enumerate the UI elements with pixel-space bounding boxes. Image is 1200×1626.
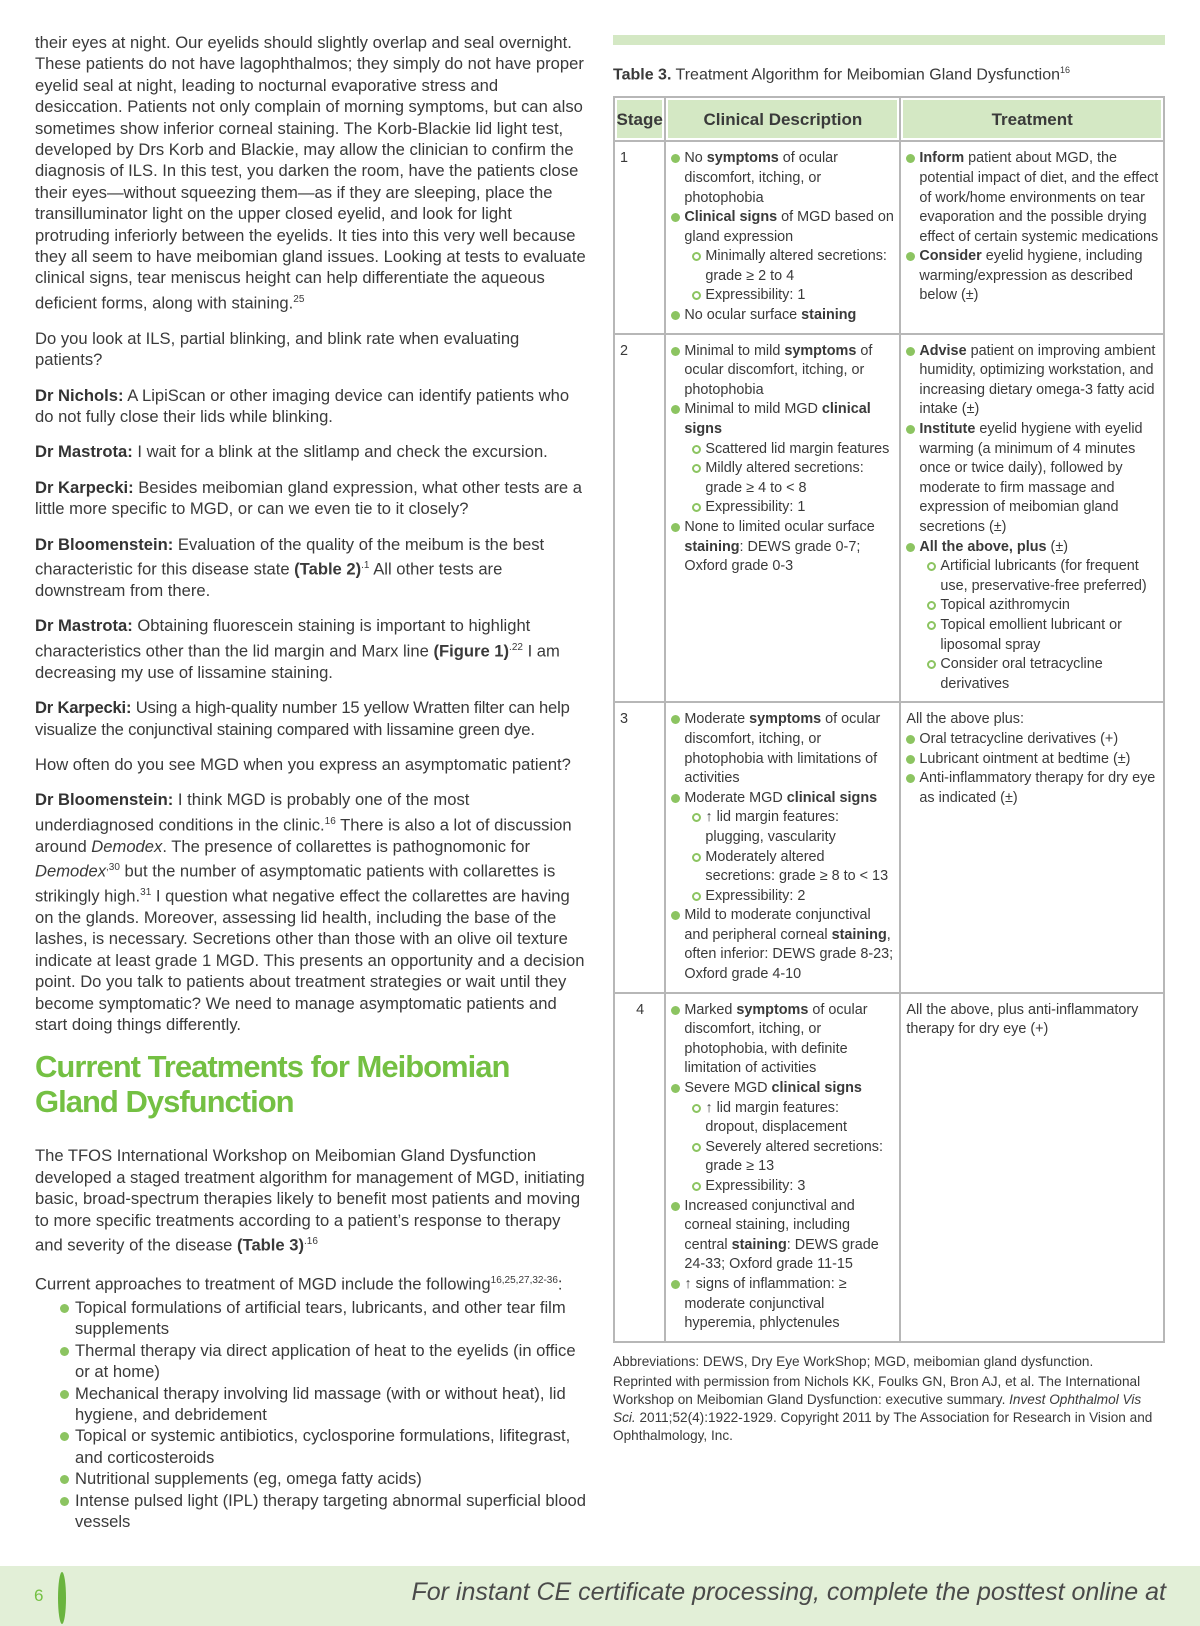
treatment-cell: Advise patient on improving ambient humidity, optimizing workstation, and increasing dietary omega-3 fatty acid intake (±) Institute eyelid hygiene with eyelid warming (a minimum of 4 minutes once or twice daily), followed by moderate to firm massage and expression of meibomian gland secretions (±) All the above, plus (±) Artificial lubricants (for frequent use, preservative-free preferred) Topical azithromycin Topical emollient lubricant or liposomal spray Consider oral tetracycline derivatives (900, 334, 1164, 703)
page-number: 6 (34, 1586, 44, 1605)
table-header-row (614, 97, 1164, 141)
list-item: Mechanical therapy involving lid massage (with or without heat), lid hygiene, and debridement (75, 1383, 590, 1426)
table-column (613, 35, 1165, 1447)
header-stage: Stage (614, 97, 665, 141)
article-column (35, 32, 590, 1532)
answer-bloomenstein: Dr Bloomenstein: I think MGD is probably one of the most underdiagnosed conditions in the clinic.$^{16}$ There is also a lot of discussion around Demodex. The presence of collarettes is pathognomonic for Demodex$^{,30}$ but the number of asymptomatic patients with collarettes is strikingly high.$^{31}$ I question what negative effect the collarettes are having on the glands. Moreover, assessing lid health, including the base of the lashes, is necessary. Secretions other than those with an olive oil texture indicate at least grade 1 MGD. This presents an opportunity and a decision point. Do you talk to patients about treatment strategies or wait until they become symptomatic? We need to manage asymptomatic patients and start doing things differently. (35, 790, 585, 1035)
description-cell: Moderate symptoms of ocular discomfort, itching, or photophobia with limitations of activities Moderate MGD clinical signs ↑ lid margin features: plugging, vascularity Moderately altered secretions: grade ≥ 8 to < 13 Expressibility: 2 Mild to moderate conjunctival and peripheral corneal staining, often inferior: DEWS grade 8-23; Oxford grade 4-10 (665, 702, 900, 992)
description-cell: Minimal to mild symptoms of ocular discomfort, itching, or photophobia Minimal to mild MGD clinical signs Scattered lid margin features Mildly altered secretions: grade ≥ 4 to < 8 Expressibility: 1 None to limited ocular surface staining: DEWS grade 0-7; Oxford grade 0-3 (665, 334, 900, 703)
list-item: Topical or systemic antibiotics, cyclosporine formulations, lifitegrast, and corticosteroids (75, 1425, 590, 1468)
leaf-icon (58, 1572, 66, 1624)
answer-mastrota: Dr Mastrota: Obtaining fluorescein staining is important to highlight characteristics other than the lid margin and Marx line (Figure 1)$^{.22}$ I am decreasing my use of lissamine staining. (35, 616, 560, 682)
table-row (614, 334, 1164, 703)
answer-nichols: Dr Nichols: A LipiScan or other imaging device can identify patients who do not fully close their lids while blinking. (35, 385, 570, 427)
question: Do you look at ILS, partial blinking, and blink rate when evaluating patients? (35, 328, 520, 370)
stage-cell: 2 (614, 334, 665, 703)
section-heading: Current Treatments for Meibomian Gland Dysfunction (35, 1049, 510, 1120)
header-clinical-description: Clinical Description (665, 97, 900, 141)
divider (613, 35, 1165, 45)
stage-cell: 4 (614, 993, 665, 1342)
list-item: Intense pulsed light (IPL) therapy targeting abnormal superficial blood vessels (75, 1490, 590, 1533)
paragraph: Current approaches to treatment of MGD include the following$^{16,25,27,32-36}$: (35, 1274, 563, 1294)
list-item: Nutritional supplements (eg, omega fatty acids) (75, 1468, 590, 1489)
answer-bloomenstein: Dr Bloomenstein: Evaluation of the quality of the meibum is the best characteristic for this disease state (Table 2)$^{.1}$ All other tests are downstream from there. (35, 534, 545, 600)
stage-cell: 3 (614, 702, 665, 992)
question: How often do you see MGD when you express an asymptomatic patient? (35, 754, 571, 774)
treatment-cell: All the above plus: Oral tetracycline derivatives (+) Lubricant ointment at bedtime (±) Anti-inflammatory therapy for dry eye as indicated (±) (900, 702, 1164, 992)
paragraph: their eyes at night. Our eyelids should slightly overlap and seal overnight. These patients do not have lagophthalmos; they simply do not have proper eyelid seal at night, leading to nocturnal evaporative stress and desiccation. Patients not only complain of morning symptoms, but can also sometimes show inferior corneal staining. The Korb-Blackie lid light test, developed by Drs Korb and Blackie, may allow the clinician to confirm the diagnosis of ILS. In this test, you darken the room, have the patients close their eyes—without squeezing them—as if they are sleeping, place the transilluminator light on the upper closed eyelid, and look for light protruding inferiorly between the eyelids. It ties into this very well because they all seem to have meibomian gland issues. Looking at tests to evaluate clinical signs, tear meniscus height can help differentiate the aqueous deficient forms, along with staining.$^{25}$ (35, 33, 586, 313)
list-item: Topical formulations of artificial tears, lubricants, and other tear film supplements (75, 1297, 590, 1340)
list-item: Thermal therapy via direct application of heat to the eyelids (in office or at home) (75, 1340, 590, 1383)
table-row (614, 702, 1164, 992)
table-row (614, 141, 1164, 333)
description-cell: Marked symptoms of ocular discomfort, itching, or photophobia, with definite limitation of activities Severe MGD clinical signs ↑ lid margin features: dropout, displacement Severely altered secretions: grade ≥ 13 Expressibility: 3 Increased conjunctival and corneal staining, including central staining: DEWS grade 24-33; Oxford grade 11-15 ↑ signs of inflammation: ≥ moderate conjunctival hyperemia, phlyctenules (665, 993, 900, 1342)
footer-text: For instant CE certificate processing, complete the posttest online at (411, 1578, 1166, 1606)
answer-karpecki: Dr Karpecki: Using a high-quality number 15 yellow Wratten filter can help visualize the conjunctival staining compared with lissamine green dye. (35, 698, 570, 739)
header-treatment: Treatment (900, 97, 1164, 141)
treatment-table (613, 96, 1165, 1342)
answer-mastrota: Dr Mastrota: I wait for a blink at the slitlamp and check the excursion. (35, 442, 548, 462)
treatment-list (35, 1297, 590, 1532)
table-row (614, 993, 1164, 1342)
treatment-cell: Inform patient about MGD, the potential impact of diet, and the effect of work/home environments on tear evaporation and the possible drying effect of certain systemic medications Consider eyelid hygiene, including warming/expression as described below (±) (900, 141, 1164, 333)
page-footer (0, 1566, 1200, 1626)
paragraph: The TFOS International Workshop on Meibomian Gland Dysfunction developed a staged treatment algorithm for management of MGD, initiating basic, broad-spectrum therapies likely to benefit most patients and moving to more specific treatments according to a patient’s response to therapy and severity of the disease (Table 3)$^{.16}$ (35, 1146, 585, 1255)
description-cell: No symptoms of ocular discomfort, itching, or photophobia Clinical signs of MGD based on gland expression Minimally altered secretions: grade ≥ 2 to 4 Expressibility: 1 No ocular surface staining (665, 141, 900, 333)
treatment-cell: All the above, plus anti-inflammatory therapy for dry eye (+) (900, 993, 1164, 1342)
table-footnote: Abbreviations: DEWS, Dry Eye WorkShop; MGD, meibomian gland dysfunction. Reprinted with permission from Nichols KK, Foulks GN, Bron AJ, et al. The International Workshop on Meibomian Gland Dysfunction: executive summary. Invest Ophthalmol Vis Sci. 2011;52(4):1922-1929. Copyright 2011 by The Association for Research in Vision and Ophthalmology, Inc. (613, 1353, 1153, 1443)
answer-karpecki: Dr Karpecki: Besides meibomian gland expression, what other tests are a little more specific to MGD, or can we even tie to it closely? (35, 477, 582, 519)
table-caption: Table 3. Treatment Algorithm for Meibomian Gland Dysfunction$^{16}$ (613, 65, 1071, 84)
stage-cell: 1 (614, 141, 665, 333)
